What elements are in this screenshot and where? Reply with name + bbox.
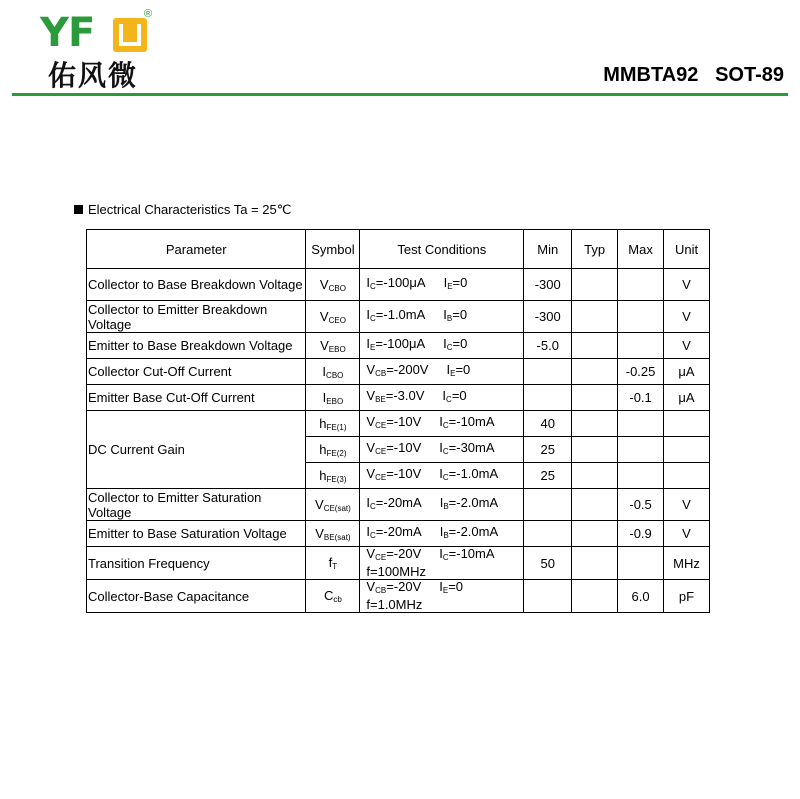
cell-min: -300 <box>524 301 572 333</box>
table-row <box>87 359 710 385</box>
header-test-conditions: Test Conditions <box>360 230 524 269</box>
condition-frequency: f=1.0MHz <box>366 597 423 612</box>
electrical-characteristics-table <box>86 229 710 613</box>
bullet-square-icon <box>74 205 83 214</box>
table-body <box>87 269 710 613</box>
table-row <box>87 385 710 411</box>
cond-var2: I <box>439 439 443 455</box>
cell-max <box>618 411 664 437</box>
table-row <box>87 269 710 301</box>
cond-var1-sub: CE <box>375 420 387 430</box>
cell-parameter: Emitter to Base Saturation Voltage <box>87 521 306 547</box>
cond-var1: I <box>366 494 371 510</box>
cond-var2: I <box>443 335 447 351</box>
cell-typ <box>572 385 618 411</box>
cell-max <box>618 547 664 580</box>
symbol: V <box>319 308 329 324</box>
cond-var1: V <box>366 387 376 403</box>
cell-typ <box>572 580 618 613</box>
cond-var1-sub: CE <box>375 472 387 482</box>
cell-symbol <box>306 580 360 613</box>
cond-value2: =0 <box>455 361 471 377</box>
table-row <box>87 333 710 359</box>
cond-var2: I <box>443 306 447 322</box>
cond-var2-wrap <box>443 307 467 322</box>
cell-max <box>618 269 664 301</box>
header-unit: Unit <box>664 230 710 269</box>
cell-min: -300 <box>524 269 572 301</box>
cond-value1: =-100μA <box>375 335 426 351</box>
cond-value1: =-3.0V <box>385 387 425 403</box>
cell-typ <box>572 359 618 385</box>
cond-var1: I <box>366 335 371 351</box>
cell-min: 25 <box>524 437 572 463</box>
cond-value2: =-1.0mA <box>448 465 499 481</box>
cond-value1: =-10V <box>386 465 422 481</box>
cond-var1: V <box>366 546 376 561</box>
cell-min: -5.0 <box>524 333 572 359</box>
symbol-sub: FE(3) <box>326 474 347 484</box>
cond-value2: =0 <box>452 335 468 351</box>
cond-value1: =-20mA <box>375 523 422 539</box>
table-header-row <box>87 230 710 269</box>
header-divider <box>12 93 788 96</box>
cell-typ <box>572 269 618 301</box>
cond-var2: I <box>439 579 443 594</box>
cell-typ <box>572 437 618 463</box>
cell-parameter: Collector to Emitter Saturation Voltage <box>87 489 306 521</box>
cell-symbol <box>306 385 360 411</box>
cell-symbol <box>306 301 360 333</box>
cell-min: 40 <box>524 411 572 437</box>
cond-var1-sub: C <box>370 501 376 511</box>
cell-min <box>524 580 572 613</box>
symbol-sub: FE(1) <box>326 422 347 432</box>
condition-line <box>366 441 523 459</box>
section-title <box>74 202 291 218</box>
cell-test-conditions <box>360 580 524 613</box>
cell-min <box>524 489 572 521</box>
symbol-sub: FE(2) <box>326 448 347 458</box>
condition-line <box>366 547 523 565</box>
cell-max: -0.1 <box>618 385 664 411</box>
cond-value1: =-20V <box>386 546 422 561</box>
cond-var2-wrap <box>446 362 470 377</box>
cell-unit: V <box>664 269 710 301</box>
cond-var2: I <box>443 274 448 290</box>
cond-var2-sub: B <box>443 501 449 511</box>
cond-var2-wrap <box>442 388 466 403</box>
symbol: V <box>315 525 324 541</box>
cond-var2-wrap <box>439 579 463 594</box>
condition-line <box>366 467 523 485</box>
cond-value2: =0 <box>448 579 464 594</box>
condition-line <box>366 496 523 514</box>
condition-line <box>366 337 523 355</box>
cond-var1-sub: C <box>370 530 376 540</box>
cell-test-conditions <box>360 521 524 547</box>
cond-var2: I <box>442 387 447 403</box>
cell-symbol <box>306 437 360 463</box>
condition-line <box>366 415 523 433</box>
symbol: h <box>319 415 327 431</box>
cell-symbol <box>306 333 360 359</box>
cell-max <box>618 463 664 489</box>
cond-var2-wrap <box>439 440 494 455</box>
cond-value2: =0 <box>451 387 467 403</box>
cond-var1-sub: BE <box>375 394 386 404</box>
cond-var2-wrap <box>443 336 467 351</box>
cell-min <box>524 521 572 547</box>
condition-line <box>366 525 523 543</box>
cond-var2-wrap <box>439 546 494 561</box>
cond-var1-sub: E <box>370 342 376 352</box>
cell-typ <box>572 411 618 437</box>
cond-value2: =-10mA <box>448 413 495 429</box>
cell-parameter: Emitter Base Cut-Off Current <box>87 385 306 411</box>
cond-var2-sub: C <box>446 394 452 404</box>
cell-test-conditions <box>360 547 524 580</box>
cond-var2: I <box>439 494 444 510</box>
cond-var2-wrap <box>444 275 468 290</box>
table-row <box>87 547 710 580</box>
cond-var2-wrap <box>439 414 494 429</box>
symbol-sub: CBO <box>328 283 346 293</box>
cell-typ <box>572 489 618 521</box>
cond-var2-wrap <box>440 495 498 510</box>
cond-var2: I <box>439 465 443 481</box>
cell-parameter: DC Current Gain <box>87 411 306 489</box>
cell-test-conditions <box>360 333 524 359</box>
cond-value1: =-100μA <box>375 274 426 290</box>
cell-unit: V <box>664 489 710 521</box>
logo-latin-text: YF <box>40 10 95 56</box>
table-row <box>87 521 710 547</box>
table-row <box>87 411 710 437</box>
cell-unit: V <box>664 301 710 333</box>
cond-var2-sub: E <box>450 368 456 378</box>
cell-symbol <box>306 411 360 437</box>
symbol-sub: cb <box>333 595 342 604</box>
cond-value1: =-20mA <box>375 494 422 510</box>
cell-unit: pF <box>664 580 710 613</box>
cell-max: -0.9 <box>618 521 664 547</box>
header-typ: Typ <box>572 230 618 269</box>
cell-min <box>524 385 572 411</box>
cell-symbol <box>306 489 360 521</box>
cell-max: 6.0 <box>618 580 664 613</box>
cell-parameter: Collector-Base Capacitance <box>87 580 306 613</box>
cond-var2-sub: B <box>446 313 453 323</box>
condition-line <box>366 389 523 407</box>
cell-symbol <box>306 269 360 301</box>
cond-var2-sub: C <box>442 472 449 482</box>
symbol: I <box>322 389 327 405</box>
cell-unit: μA <box>664 359 710 385</box>
cond-var1: V <box>366 361 376 377</box>
cell-parameter: Collector to Base Breakdown Voltage <box>87 269 306 301</box>
cell-typ <box>572 333 618 359</box>
cell-max <box>618 333 664 359</box>
cell-test-conditions <box>360 385 524 411</box>
cond-var1: I <box>366 523 371 539</box>
registered-mark: ® <box>144 8 153 20</box>
logo-w-mark <box>113 18 147 52</box>
condition-line <box>366 276 523 294</box>
cell-test-conditions <box>360 269 524 301</box>
cell-max <box>618 437 664 463</box>
cond-value2: =0 <box>452 274 468 290</box>
cell-typ <box>572 547 618 580</box>
cond-var2: I <box>439 413 443 429</box>
cell-symbol <box>306 521 360 547</box>
condition-line <box>366 363 523 381</box>
cond-var1: I <box>366 306 371 322</box>
cell-symbol <box>306 463 360 489</box>
cell-typ <box>572 521 618 547</box>
condition-line <box>366 580 523 598</box>
cond-var1: V <box>366 579 376 594</box>
cell-typ <box>572 463 618 489</box>
cond-var2: I <box>446 361 451 377</box>
cond-var1-sub: CE <box>375 553 387 562</box>
cell-min: 50 <box>524 547 572 580</box>
symbol-sub: EBO <box>326 396 344 406</box>
symbol: C <box>323 588 334 603</box>
cond-var2-sub: C <box>446 342 453 352</box>
cell-symbol <box>306 359 360 385</box>
cond-value2: =-10mA <box>448 546 495 561</box>
cond-var1-sub: C <box>370 281 376 291</box>
symbol-sub: T <box>332 562 338 571</box>
section-title-text: Electrical Characteristics Ta = 25℃ <box>88 202 292 217</box>
cond-var1-sub: CB <box>375 586 387 595</box>
symbol: V <box>320 337 329 353</box>
document-title: MMBTA92 SOT-89 <box>603 64 784 86</box>
cond-var2-sub: B <box>443 530 449 540</box>
cond-var1: V <box>366 439 376 455</box>
cell-test-conditions <box>360 489 524 521</box>
table-row <box>87 580 710 613</box>
cell-unit <box>664 463 710 489</box>
cond-value1: =-1.0mA <box>375 306 426 322</box>
cell-parameter: Emitter to Base Breakdown Voltage <box>87 333 306 359</box>
cond-value2: =-2.0mA <box>448 523 499 539</box>
cond-var2: I <box>439 523 444 539</box>
cond-value2: =0 <box>452 306 468 322</box>
cond-var2-sub: C <box>442 420 449 430</box>
cond-value2: =-30mA <box>448 439 495 455</box>
cond-var2-sub: E <box>442 586 449 595</box>
cond-var2: I <box>439 546 443 561</box>
cell-test-conditions <box>360 301 524 333</box>
cond-var1-sub: C <box>370 313 376 323</box>
header-max: Max <box>618 230 664 269</box>
cell-unit <box>664 411 710 437</box>
table-row <box>87 301 710 333</box>
cell-min: 25 <box>524 463 572 489</box>
cell-test-conditions <box>360 437 524 463</box>
cond-value1: =-10V <box>386 439 422 455</box>
cell-test-conditions <box>360 463 524 489</box>
cell-parameter: Collector to Emitter Breakdown Voltage <box>87 301 306 333</box>
cond-var2-sub: C <box>442 553 449 562</box>
header-parameter: Parameter <box>87 230 306 269</box>
cell-symbol <box>306 547 360 580</box>
header-symbol: Symbol <box>306 230 360 269</box>
symbol-sub: EBO <box>328 344 346 354</box>
symbol: V <box>315 496 324 512</box>
cell-unit: μA <box>664 385 710 411</box>
cond-var1: I <box>366 274 371 290</box>
symbol: h <box>319 467 327 483</box>
cond-var2-wrap <box>439 466 498 481</box>
cell-max <box>618 301 664 333</box>
cond-var2-wrap <box>440 524 498 539</box>
symbol-sub: CBO <box>326 370 344 380</box>
symbol: V <box>319 276 329 292</box>
cond-var2-sub: C <box>442 446 449 456</box>
cell-min <box>524 359 572 385</box>
logo-chinese-text: 佑风微 <box>48 59 139 92</box>
cell-unit <box>664 437 710 463</box>
cell-unit: MHz <box>664 547 710 580</box>
header-min: Min <box>524 230 572 269</box>
cond-var2-sub: E <box>447 281 453 291</box>
cell-unit: V <box>664 521 710 547</box>
symbol-sub: CE(sat) <box>323 503 351 513</box>
cell-typ <box>572 301 618 333</box>
cond-var1: V <box>366 413 376 429</box>
symbol: I <box>322 363 327 379</box>
company-logo <box>40 8 170 92</box>
cell-max: -0.5 <box>618 489 664 521</box>
cell-parameter: Transition Frequency <box>87 547 306 580</box>
symbol: h <box>319 441 327 457</box>
cond-value1: =-10V <box>386 413 422 429</box>
cell-test-conditions <box>360 411 524 437</box>
cell-max: -0.25 <box>618 359 664 385</box>
cell-unit: V <box>664 333 710 359</box>
cond-value1: =-200V <box>386 361 429 377</box>
table-row <box>87 489 710 521</box>
cell-parameter: Collector Cut-Off Current <box>87 359 306 385</box>
cond-var1-sub: CE <box>375 446 387 456</box>
symbol-sub: CEO <box>328 315 346 325</box>
symbol: f <box>328 555 333 570</box>
cond-value1: =-20V <box>386 579 422 594</box>
condition-line <box>366 308 523 326</box>
cond-value2: =-2.0mA <box>448 494 499 510</box>
symbol-sub: BE(sat) <box>323 532 351 542</box>
cond-var1: V <box>366 465 376 481</box>
cond-var1-sub: CB <box>375 368 387 378</box>
condition-frequency: f=100MHz <box>366 564 427 579</box>
cell-test-conditions <box>360 359 524 385</box>
